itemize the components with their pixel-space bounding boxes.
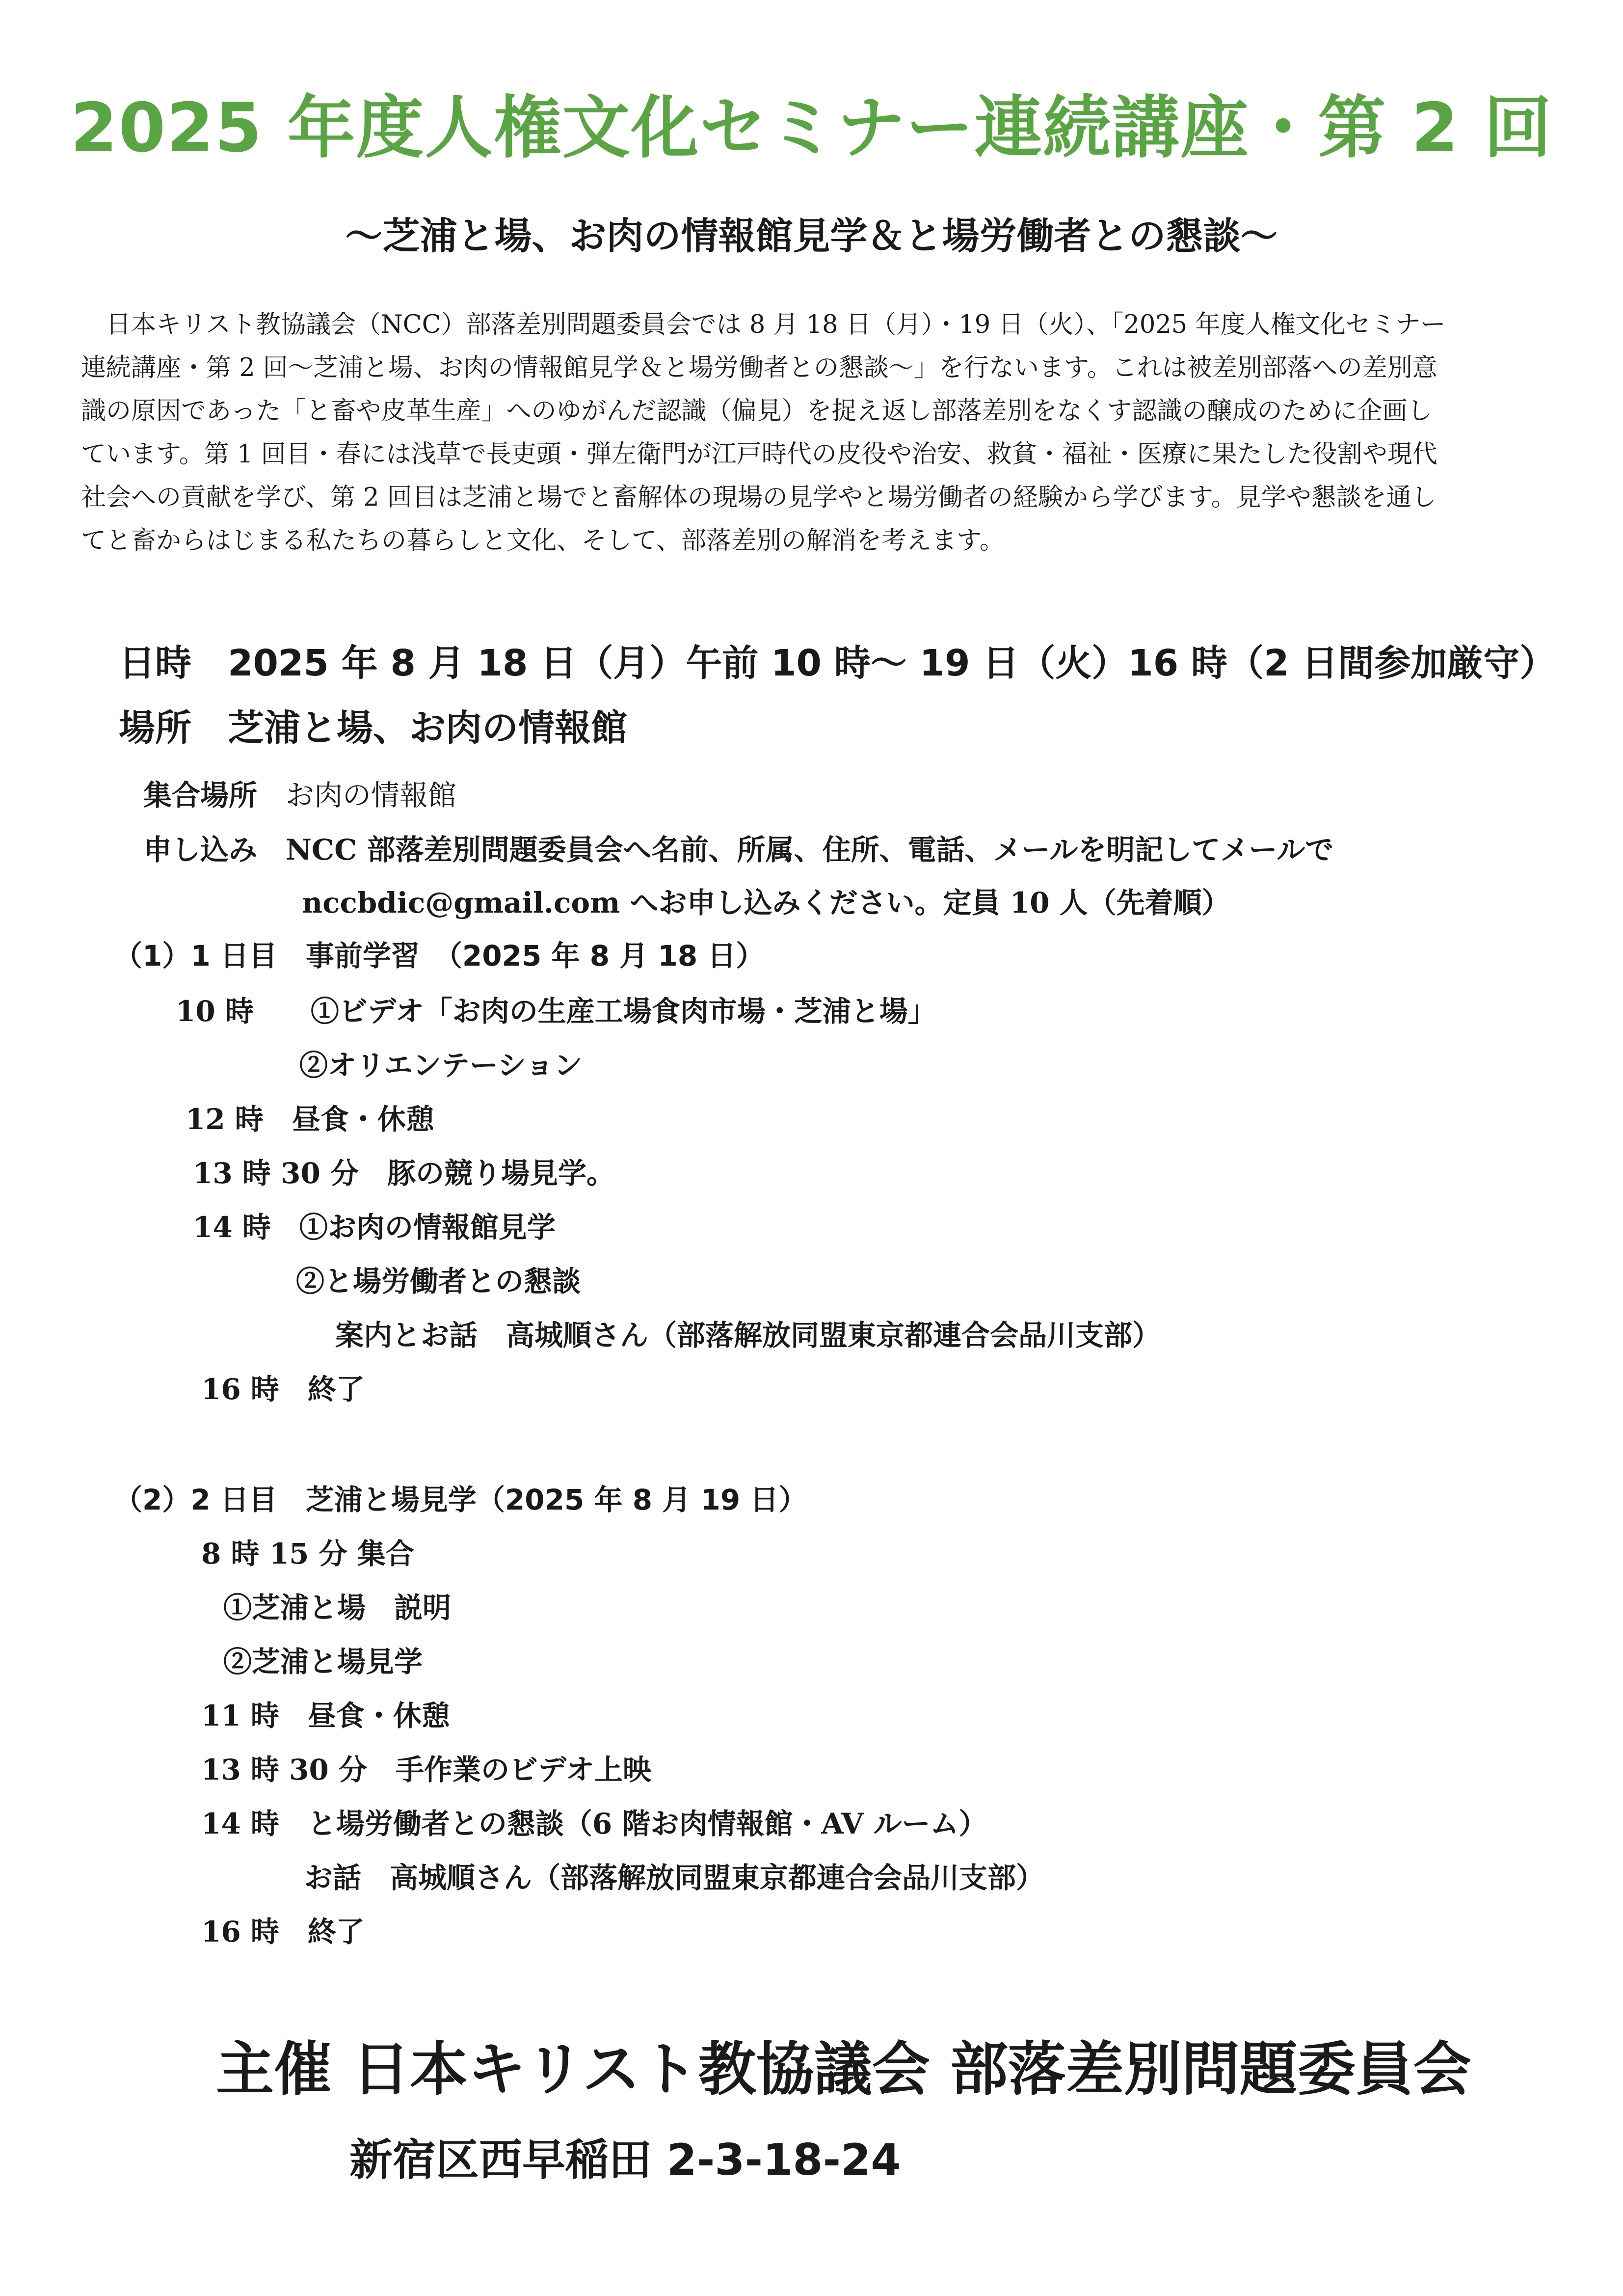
- apply-label: 申し込み: [143, 833, 258, 866]
- meeting-row: [143, 772, 456, 813]
- place-label: 場所: [119, 707, 191, 749]
- day1-heading: （1）1 日目 事前学習 （2025 年 8 月 18 日）: [114, 939, 765, 972]
- day1-item: 13 時 30 分 豚の競り場見学。: [193, 1157, 615, 1190]
- address: 新宿区西早稲田 2-3-18-24: [349, 2134, 901, 2185]
- day1-item: 案内とお話 高城順さん（部落解放同盟東京都連合会品川支部）: [335, 1319, 1161, 1352]
- organizer: 主催 日本キリスト教協議会 部落差別問題委員会: [216, 2035, 1471, 2103]
- day1-item: 12 時 昼食・休憩: [186, 1103, 434, 1136]
- datetime-label: 日時: [119, 642, 191, 684]
- page-title: 2025 年度人権文化セミナー連続講座・第 2 回: [70, 88, 1553, 167]
- day2-item: 11 時 昼食・休憩: [201, 1699, 450, 1732]
- datetime-value: 2025 年 8 月 18 日（月）午前 10 時〜 19 日（火）16 時（2 日間参加厳守）: [228, 642, 1556, 684]
- day2-item: ②芝浦と場見学: [223, 1645, 423, 1678]
- place-row: [119, 699, 627, 751]
- day1-item: ②オリエンテーション: [299, 1049, 583, 1082]
- day1-item: 14 時 ①お肉の情報館見学: [193, 1211, 556, 1244]
- place-value: 芝浦と場、お肉の情報館: [228, 707, 627, 749]
- intro-line: 識の原因であった「と畜や皮革生産」へのゆがんだ認識（偏見）を捉え返し部落差別をなくす認識の醸成のために企画し: [81, 397, 1433, 426]
- datetime-row: [119, 634, 1556, 686]
- apply-row: [143, 827, 1333, 868]
- apply-line2: nccbdic@gmail.com へお申し込みください。定員 10 人（先着順）: [302, 886, 1230, 919]
- intro-line: てと畜からはじまる私たちの暮らしと文化、そして、部落差別の解消を考えます。: [81, 526, 1005, 555]
- apply-line1: NCC 部落差別問題委員会へ名前、所属、住所、電話、メールを明記してメールで: [286, 833, 1334, 866]
- day1-item: 16 時 終了: [201, 1373, 365, 1406]
- day1-item: ②と場労働者との懇談: [296, 1265, 581, 1298]
- intro-paragraph: [81, 303, 1558, 563]
- page-subtitle: 〜芝浦と場、お肉の情報館見学＆と場労働者との懇談〜: [345, 214, 1278, 258]
- day2-item: 13 時 30 分 手作業のビデオ上映: [201, 1753, 651, 1786]
- intro-line: 社会への貢献を学び、第 2 回目は芝浦と場でと畜解体の現場の見学やと場労働者の経験から学びます。見学や懇談を通し: [81, 483, 1437, 512]
- day2-item: 14 時 と場労働者との懇談（6 階お肉情報館・AV ルーム）: [201, 1807, 987, 1840]
- day2-item: ①芝浦と場 説明: [223, 1591, 452, 1624]
- day1-item: 10 時 ①ビデオ「お肉の生産工場食肉市場・芝浦と場」: [176, 995, 936, 1028]
- day2-item: お話 高城順さん（部落解放同盟東京都連合会品川支部）: [304, 1861, 1045, 1894]
- day2-item: 8 時 15 分 集合: [201, 1537, 414, 1570]
- meeting-value: お肉の情報館: [286, 779, 457, 812]
- intro-line: 日本キリスト教協議会（NCC）部落差別問題委員会では 8 月 18 日（月）・19 日（火）、「2025 年度人権文化セミナー: [81, 310, 1446, 339]
- intro-line: 連続講座・第 2 回〜芝浦と場、お肉の情報館見学＆と場労働者との懇談〜」を行ないます。これは被差別部落への差別意: [81, 353, 1437, 382]
- meeting-label: 集合場所: [143, 779, 258, 812]
- day2-item: 16 時 終了: [201, 1915, 365, 1948]
- intro-line: ています。第 1 回目・春には浅草で長吏頭・弾左衛門が江戸時代の皮役や治安、救貧・福祉・医療に果たした役割や現代: [81, 440, 1437, 469]
- day2-heading: （2）2 日目 芝浦と場見学（2025 年 8 月 19 日）: [114, 1483, 807, 1516]
